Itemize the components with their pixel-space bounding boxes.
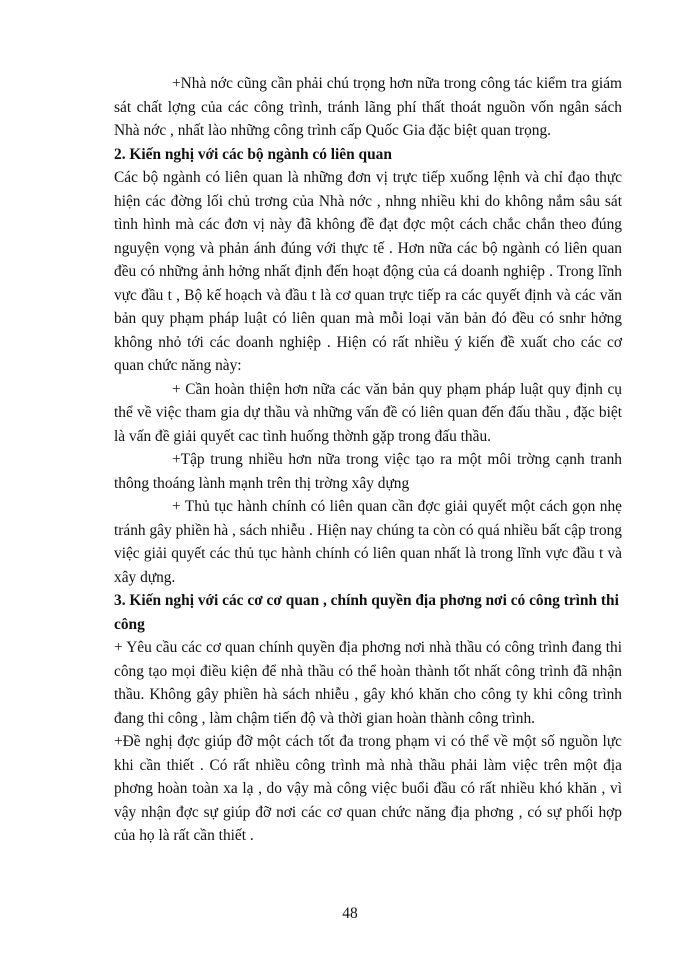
paragraph-legal-documents: + Cần hoàn thiện hơn nữa các văn bản quy phạm pháp luật quy định cụ thể về việc tham gia dự thầu và những vấn đề có liên quan đến đấu thầu , đặc biệt là vấn đề giải quyết cac tình huống thờnh gặp trong đấu thầu. — [114, 380, 622, 445]
paragraph-local-support: +Đề nghị đợc giúp đỡ một cách tốt đa trong phạm vi có thể về một số nguồn lực khi cần thiết . Có rất nhiều công trình mà nhà thầu phải làm việc trên một địa phơng hoàn toàn xa lạ , do vậy mà công việc buổi đầu có rất nhiều khó khăn , vì vậy nhận đợc sự giúp đỡ nơi các cơ quan chức năng địa phơng , có sự phối hợp của họ là rất cần thiết . — [114, 733, 622, 844]
paragraph-competition: +Tập trung nhiều hơn nữa trong việc tạo ra một môi trờng cạnh tranh thông thoáng lành mạnh trên thị trờng xây dựng — [114, 451, 622, 492]
section-heading-3: 3. Kiến nghị với các cơ cơ quan , chính quyền địa phơng nơi có công trình thi công — [114, 592, 619, 633]
page-number: 48 — [342, 905, 358, 922]
paragraph-local-authorities: + Yêu cầu các cơ quan chính quyền địa phơng nơi nhà thầu có công trình đang thi công tạo mọi điều kiện để nhà thầu có thể hoàn thành tốt nhất công trình đã nhận thầu. Không gây phiền hà sách nhiễu , gây khó khăn cho công ty khi công trình đang thi công , làm chậm tiến độ và thời gian hoàn thành công trình. — [114, 639, 622, 727]
paragraph-ministries: Các bộ ngành có liên quan là những đơn vị trực tiếp xuống lệnh và chỉ đạo thực hiện các đờng lối chủ trơng của Nhà nớc , nhng nhiều khi do không nắm sâu sát tình hình mà các đơn vị này đã không đề đạt đợc một cách chắc chắn theo đúng nguyện vọng và phản ánh đúng với thực tế . Hơn nữa các bộ ngành có liên quan đều có những ảnh hởng nhất định đến hoạt động của cá doanh nghiệp . Trong lĩnh vực đầu t , Bộ kế hoạch và đầu t là cơ quan trực tiếp ra các quyết định và các văn bản quy phạm pháp luật có liên quan mà mỗi loại văn bản đó đều có snhr hởng không nhỏ tới các doanh nghiệp . Hiện có rất nhiều ý kiến đề xuất cho các cơ quan chức năng này: — [114, 169, 622, 374]
document-body — [114, 72, 622, 848]
paragraph-admin-procedures: + Thủ tục hành chính có liên quan cần đợc giải quyết một cách gọn nhẹ tránh gây phiền hà , sách nhiễu . Hiện nay chúng ta còn có quá nhiều bất cập trong việc giải quyết các thủ tục hành chính có liên quan nhất là trong lĩnh vực đầu t và xây dựng. — [114, 498, 622, 586]
paragraph-state-supervision: +Nhà nớc cũng cần phải chú trọng hơn nữa trong công tác kiểm tra giám sát chất lợng của các công trình, tránh lãng phí thất thoát nguồn vốn ngân sách Nhà nớc , nhất lào những công trình cấp Quốc Gia đặc biệt quan trọng. — [114, 75, 622, 139]
section-heading-2: 2. Kiến nghị với các bộ ngành có liên quan — [114, 145, 392, 163]
